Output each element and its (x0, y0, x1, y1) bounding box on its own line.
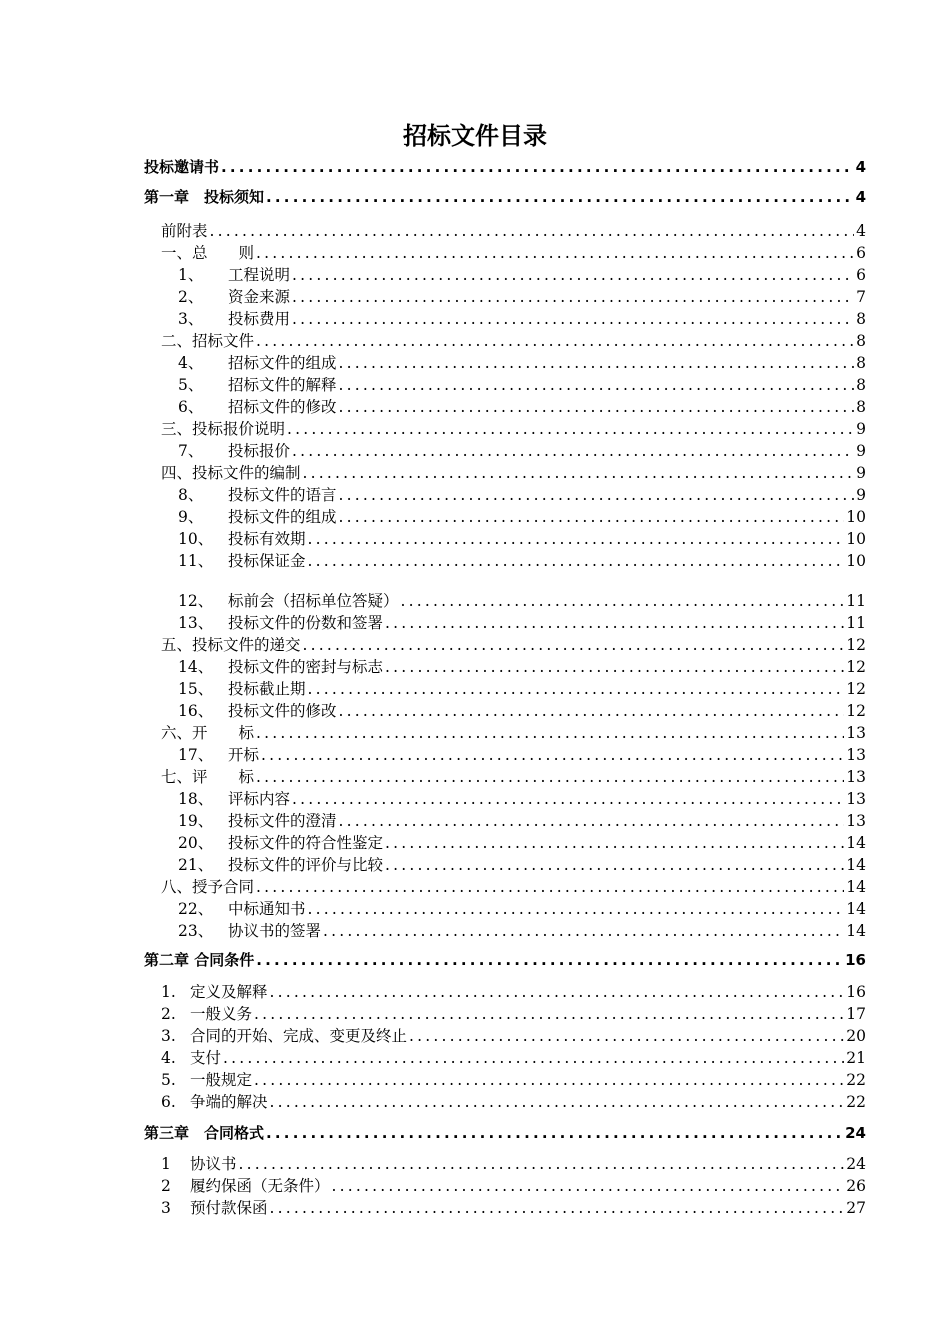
toc-entry-label (178, 855, 383, 875)
dot-leader (239, 1154, 845, 1174)
toc-entry[interactable] (178, 679, 866, 699)
toc-entry-number: 6、 (178, 398, 204, 416)
toc-page-number: 4 (855, 158, 866, 176)
toc-entry-text: 三、投标报价说明 (161, 420, 286, 438)
toc-entry-label (178, 921, 321, 941)
toc-page-number: 8 (856, 354, 866, 372)
dot-leader (303, 635, 845, 655)
toc-entry-label (161, 243, 254, 263)
dot-leader (270, 1198, 845, 1218)
dot-leader (339, 397, 855, 417)
toc-entry[interactable] (144, 1123, 866, 1143)
toc-entry-label (161, 982, 268, 1002)
toc-page-number: 21 (846, 1049, 866, 1067)
toc-page-number: 22 (846, 1093, 866, 1111)
toc-entry-label (161, 1026, 407, 1046)
toc-entry-text: 投标文件的评价与比较 (228, 856, 384, 874)
dot-leader (385, 613, 844, 633)
toc-entry-label (178, 485, 337, 505)
toc-entry-text: 八、授予合同 (161, 878, 255, 896)
toc-page-number: 16 (846, 983, 866, 1001)
toc-entry-label (161, 1004, 252, 1024)
toc-entry[interactable] (161, 1026, 866, 1046)
toc-entry[interactable] (178, 855, 866, 875)
toc-entry-number: 4、 (178, 354, 204, 372)
toc-entry-number: 10、 (178, 530, 214, 548)
toc-page-number: 11 (846, 592, 866, 610)
toc-entry-label (161, 1092, 268, 1112)
toc-entry[interactable] (178, 921, 866, 941)
toc-entry-number: 4. (161, 1049, 176, 1067)
toc-entry[interactable] (161, 1092, 866, 1112)
toc-entry-text: 投标文件的份数和签署 (228, 614, 384, 632)
dot-leader (256, 723, 844, 743)
toc-entry-label (144, 950, 254, 970)
toc-entry-text: 投标文件的澄清 (228, 812, 337, 830)
toc-entry-number: 3、 (178, 310, 204, 328)
toc-entry-label (178, 441, 290, 461)
toc-entry[interactable] (178, 833, 866, 853)
toc-page-number: 14 (846, 922, 866, 940)
toc-entry-number: 23、 (178, 922, 214, 940)
toc-entry-label (178, 591, 399, 611)
dot-leader (210, 221, 855, 241)
toc-entry[interactable] (178, 811, 866, 831)
toc-entry[interactable] (178, 789, 866, 809)
toc-page-number: 24 (845, 1124, 866, 1142)
toc-entry[interactable] (144, 187, 866, 207)
toc-entry-text: 投标费用 (228, 310, 291, 328)
toc-entry-label (178, 833, 383, 853)
toc-entry-label (178, 397, 337, 417)
toc-page-number: 24 (846, 1155, 866, 1173)
toc-entry[interactable] (161, 1154, 866, 1174)
dot-leader (339, 701, 845, 721)
dot-leader (292, 287, 854, 307)
dot-leader (332, 1176, 845, 1196)
dot-leader (339, 485, 855, 505)
toc-entry[interactable] (161, 1004, 866, 1024)
toc-entry-text: 中标通知书 (228, 900, 306, 918)
toc-entry[interactable] (161, 767, 866, 787)
toc-entry[interactable] (178, 353, 866, 373)
toc-entry-text: 定义及解释 (190, 983, 268, 1001)
toc-entry[interactable] (178, 485, 866, 505)
toc-entry-text: 招标文件的解释 (228, 376, 337, 394)
dot-leader (339, 353, 855, 373)
toc-page-number: 13 (846, 812, 866, 830)
toc-entry-label (178, 745, 259, 765)
toc-entry-text: 资金来源 (228, 288, 291, 306)
dot-leader (385, 657, 844, 677)
toc-page-number: 22 (846, 1071, 866, 1089)
toc-entry-text: 投标文件的符合性鉴定 (228, 834, 384, 852)
dot-leader (256, 877, 844, 897)
toc-entry[interactable] (161, 723, 866, 743)
toc-page-number: 10 (846, 552, 866, 570)
toc-entry-label (178, 613, 383, 633)
toc-entry[interactable] (161, 982, 866, 1002)
toc-entry-number: 8、 (178, 486, 204, 504)
toc-entry-label (144, 187, 264, 207)
toc-entry-text: 合同的开始、完成、变更及终止 (190, 1027, 408, 1045)
toc-entry-number: 16、 (178, 702, 214, 720)
toc-entry[interactable] (178, 265, 866, 285)
toc-entry-text: 六、开 标 (161, 724, 255, 742)
toc-entry-text: 协议书 (190, 1155, 237, 1173)
toc-entry-label (161, 877, 254, 897)
toc-entry[interactable] (178, 441, 866, 461)
toc-entry-label (144, 157, 219, 177)
toc-entry-label (178, 507, 337, 527)
toc-entry-label (161, 1048, 221, 1068)
toc-page-number: 12 (846, 636, 866, 654)
dot-leader (401, 591, 845, 611)
toc-entry-number: 3 (161, 1199, 171, 1217)
toc-entry-text: 二、招标文件 (161, 332, 255, 350)
toc-entry-label (178, 679, 306, 699)
toc-entry[interactable] (178, 375, 866, 395)
toc-entry[interactable] (144, 950, 866, 970)
toc-entry-text: 五、投标文件的递交 (161, 636, 301, 654)
toc-page-number: 8 (856, 376, 866, 394)
toc-entry-text: 投标截止期 (228, 680, 306, 698)
toc-page-number: 4 (856, 222, 866, 240)
toc-entry[interactable] (144, 157, 866, 177)
dot-leader (221, 157, 854, 177)
toc-entry-label (144, 1123, 264, 1143)
dot-leader (385, 833, 844, 853)
toc-entry[interactable] (178, 591, 866, 611)
toc-entry[interactable] (178, 529, 866, 549)
toc-entry-text: 争端的解决 (190, 1093, 268, 1111)
toc-page-number: 12 (846, 658, 866, 676)
toc-entry-text: 投标文件的密封与标志 (228, 658, 384, 676)
toc-entry-label (161, 1154, 237, 1174)
dot-leader (287, 419, 854, 439)
toc-entry-label (161, 221, 208, 241)
toc-page-number: 26 (846, 1177, 866, 1195)
toc-page-number: 12 (846, 680, 866, 698)
toc-entry[interactable] (178, 507, 866, 527)
dot-leader (323, 921, 844, 941)
toc-entry-number: 5、 (178, 376, 204, 394)
toc-entry[interactable] (178, 899, 866, 919)
toc-entry-label (161, 767, 254, 787)
toc-page-number: 17 (846, 1005, 866, 1023)
toc-entry[interactable] (161, 463, 866, 483)
dot-leader (256, 331, 854, 351)
toc-entry-text: 投标文件的修改 (228, 702, 337, 720)
dot-leader (308, 899, 845, 919)
toc-entry-text: 开标 (228, 746, 260, 764)
toc-entry[interactable] (178, 309, 866, 329)
toc-entry-text: 七、评 标 (161, 768, 255, 786)
dot-leader (409, 1026, 844, 1046)
toc-entry-text: 投标报价 (228, 442, 291, 460)
dot-leader (223, 1048, 844, 1068)
toc-entry-text: 预付款保函 (190, 1199, 268, 1217)
toc-entry-number: 2. (161, 1005, 176, 1023)
toc-entry[interactable] (161, 635, 866, 655)
toc-entry-text: 四、投标文件的编制 (161, 464, 301, 482)
toc-entry-label (161, 463, 301, 483)
toc-page-number: 20 (846, 1027, 866, 1045)
toc-entry-text: 一、总 则 (161, 244, 255, 262)
toc-entry-number: 15、 (178, 680, 214, 698)
toc-page-number: 14 (846, 878, 866, 896)
toc-entry[interactable] (178, 613, 866, 633)
toc-entry-text: 支付 (190, 1049, 222, 1067)
toc-entry-label (161, 419, 285, 439)
toc-entry-label (178, 789, 290, 809)
dot-leader (254, 1070, 844, 1090)
toc-page-number: 8 (856, 398, 866, 416)
toc-entry-label (178, 309, 290, 329)
toc-entry-label (161, 635, 301, 655)
dot-leader (266, 187, 854, 207)
dot-leader (308, 551, 845, 571)
dot-leader (256, 950, 843, 970)
dot-leader (254, 1004, 844, 1024)
toc-entry[interactable] (178, 701, 866, 721)
dot-leader (292, 309, 854, 329)
toc-entry-number: 1. (161, 983, 176, 1001)
toc-entry-number: 20、 (178, 834, 214, 852)
toc-entry-text: 投标保证金 (228, 552, 306, 570)
toc-page-number: 9 (856, 420, 866, 438)
toc-entry-text: 一般义务 (190, 1005, 253, 1023)
toc-entry-number: 1 (161, 1155, 171, 1173)
toc-entry[interactable] (178, 397, 866, 417)
dot-leader (339, 375, 855, 395)
toc-entry-text: 第二章 合同条件 (144, 951, 255, 969)
toc-page-number: 13 (846, 790, 866, 808)
toc-page-number: 7 (856, 288, 866, 306)
toc-entry[interactable] (161, 331, 866, 351)
toc-entry-number: 1、 (178, 266, 204, 284)
dot-leader (339, 811, 845, 831)
dot-leader (256, 243, 854, 263)
dot-leader (308, 679, 845, 699)
toc-page-number: 13 (846, 724, 866, 742)
toc-entry-text: 前附表 (161, 222, 208, 240)
toc-page-number: 14 (846, 900, 866, 918)
toc-entry-label (178, 375, 337, 395)
toc-entry[interactable] (161, 243, 866, 263)
toc-entry[interactable] (161, 1070, 866, 1090)
toc-page-number: 11 (846, 614, 866, 632)
toc-page-number: 6 (856, 266, 866, 284)
toc-entry-text: 评标内容 (228, 790, 291, 808)
toc-page-number: 9 (856, 486, 866, 504)
toc-entry[interactable] (178, 551, 866, 571)
toc-page-number: 10 (846, 508, 866, 526)
toc-entry-label (161, 723, 254, 743)
toc-entry-number: 2、 (178, 288, 204, 306)
toc-page-number: 6 (856, 244, 866, 262)
toc-page-number: 12 (846, 702, 866, 720)
dot-leader (270, 982, 845, 1002)
dot-leader (266, 1123, 843, 1143)
toc-entry-number: 2 (161, 1177, 171, 1195)
toc-page-number: 13 (846, 746, 866, 764)
toc-entry-number: 12、 (178, 592, 214, 610)
document-title: 招标文件目录 (403, 122, 547, 150)
toc-page-number: 9 (856, 464, 866, 482)
toc-page-number: 16 (845, 951, 866, 969)
toc-entry-number: 7、 (178, 442, 204, 460)
toc-page-number: 4 (855, 188, 866, 206)
toc-entry-label (161, 1176, 330, 1196)
toc-entry-label (161, 1198, 268, 1218)
toc-page-number: 8 (856, 310, 866, 328)
toc-entry[interactable] (161, 1048, 866, 1068)
toc-entry-label (178, 811, 337, 831)
toc-entry-text: 一般规定 (190, 1071, 253, 1089)
toc-entry-number: 22、 (178, 900, 214, 918)
toc-entry-number: 13、 (178, 614, 214, 632)
toc-entry-text: 履约保函（无条件） (190, 1177, 330, 1195)
dot-leader (385, 855, 844, 875)
dot-leader (339, 507, 845, 527)
dot-leader (303, 463, 855, 483)
toc-entry-label (161, 1070, 252, 1090)
toc-entry-label (178, 899, 306, 919)
toc-entry-number: 5. (161, 1071, 176, 1089)
dot-leader (292, 265, 854, 285)
dot-leader (256, 767, 844, 787)
toc-page-number: 27 (846, 1199, 866, 1217)
dot-leader (292, 441, 854, 461)
toc-page-number: 10 (846, 530, 866, 548)
toc-entry-number: 18、 (178, 790, 214, 808)
toc-page-number: 8 (856, 332, 866, 350)
toc-entry[interactable] (178, 287, 866, 307)
toc-entry-number: 6. (161, 1093, 176, 1111)
toc-entry-label (178, 529, 306, 549)
toc-entry-label (161, 331, 254, 351)
toc-entry[interactable] (161, 877, 866, 897)
toc-entry-number: 3. (161, 1027, 176, 1045)
toc-entry-number: 14、 (178, 658, 214, 676)
dot-leader (292, 789, 844, 809)
toc-entry-text: 协议书的签署 (228, 922, 322, 940)
toc-entry-label (178, 353, 337, 373)
toc-page-number: 14 (846, 856, 866, 874)
toc-entry-text: 投标邀请书 (144, 158, 220, 176)
toc-page-number: 13 (846, 768, 866, 786)
dot-leader (308, 529, 845, 549)
toc-entry-text: 投标文件的组成 (228, 508, 337, 526)
toc-entry-number: 17、 (178, 746, 214, 764)
toc-entry[interactable] (161, 419, 866, 439)
toc-entry-number: 11、 (178, 552, 214, 570)
toc-entry-text: 工程说明 (228, 266, 291, 284)
toc-page-number: 14 (846, 834, 866, 852)
toc-entry[interactable] (161, 1198, 866, 1218)
toc-entry-label (178, 701, 337, 721)
toc-entry[interactable] (161, 221, 866, 241)
toc-entry[interactable] (178, 657, 866, 677)
toc-entry-label (178, 657, 383, 677)
toc-entry-label (178, 551, 306, 571)
toc-page-number: 9 (856, 442, 866, 460)
toc-entry-label (178, 265, 290, 285)
toc-entry-number: 19、 (178, 812, 214, 830)
toc-entry-number: 9、 (178, 508, 204, 526)
dot-leader (270, 1092, 845, 1112)
toc-entry-text: 投标有效期 (228, 530, 306, 548)
toc-entry-text: 第一章 投标须知 (144, 188, 265, 206)
toc-entry[interactable] (178, 745, 866, 765)
toc-entry-text: 第三章 合同格式 (144, 1124, 265, 1142)
toc-entry-text: 招标文件的修改 (228, 398, 337, 416)
toc-entry-text: 标前会（招标单位答疑） (228, 592, 399, 610)
toc-entry-label (178, 287, 290, 307)
toc-entry-number: 21、 (178, 856, 214, 874)
toc-entry-text: 投标文件的语言 (228, 486, 337, 504)
dot-leader (261, 745, 844, 765)
toc-entry[interactable] (161, 1176, 866, 1196)
toc-entry-text: 招标文件的组成 (228, 354, 337, 372)
